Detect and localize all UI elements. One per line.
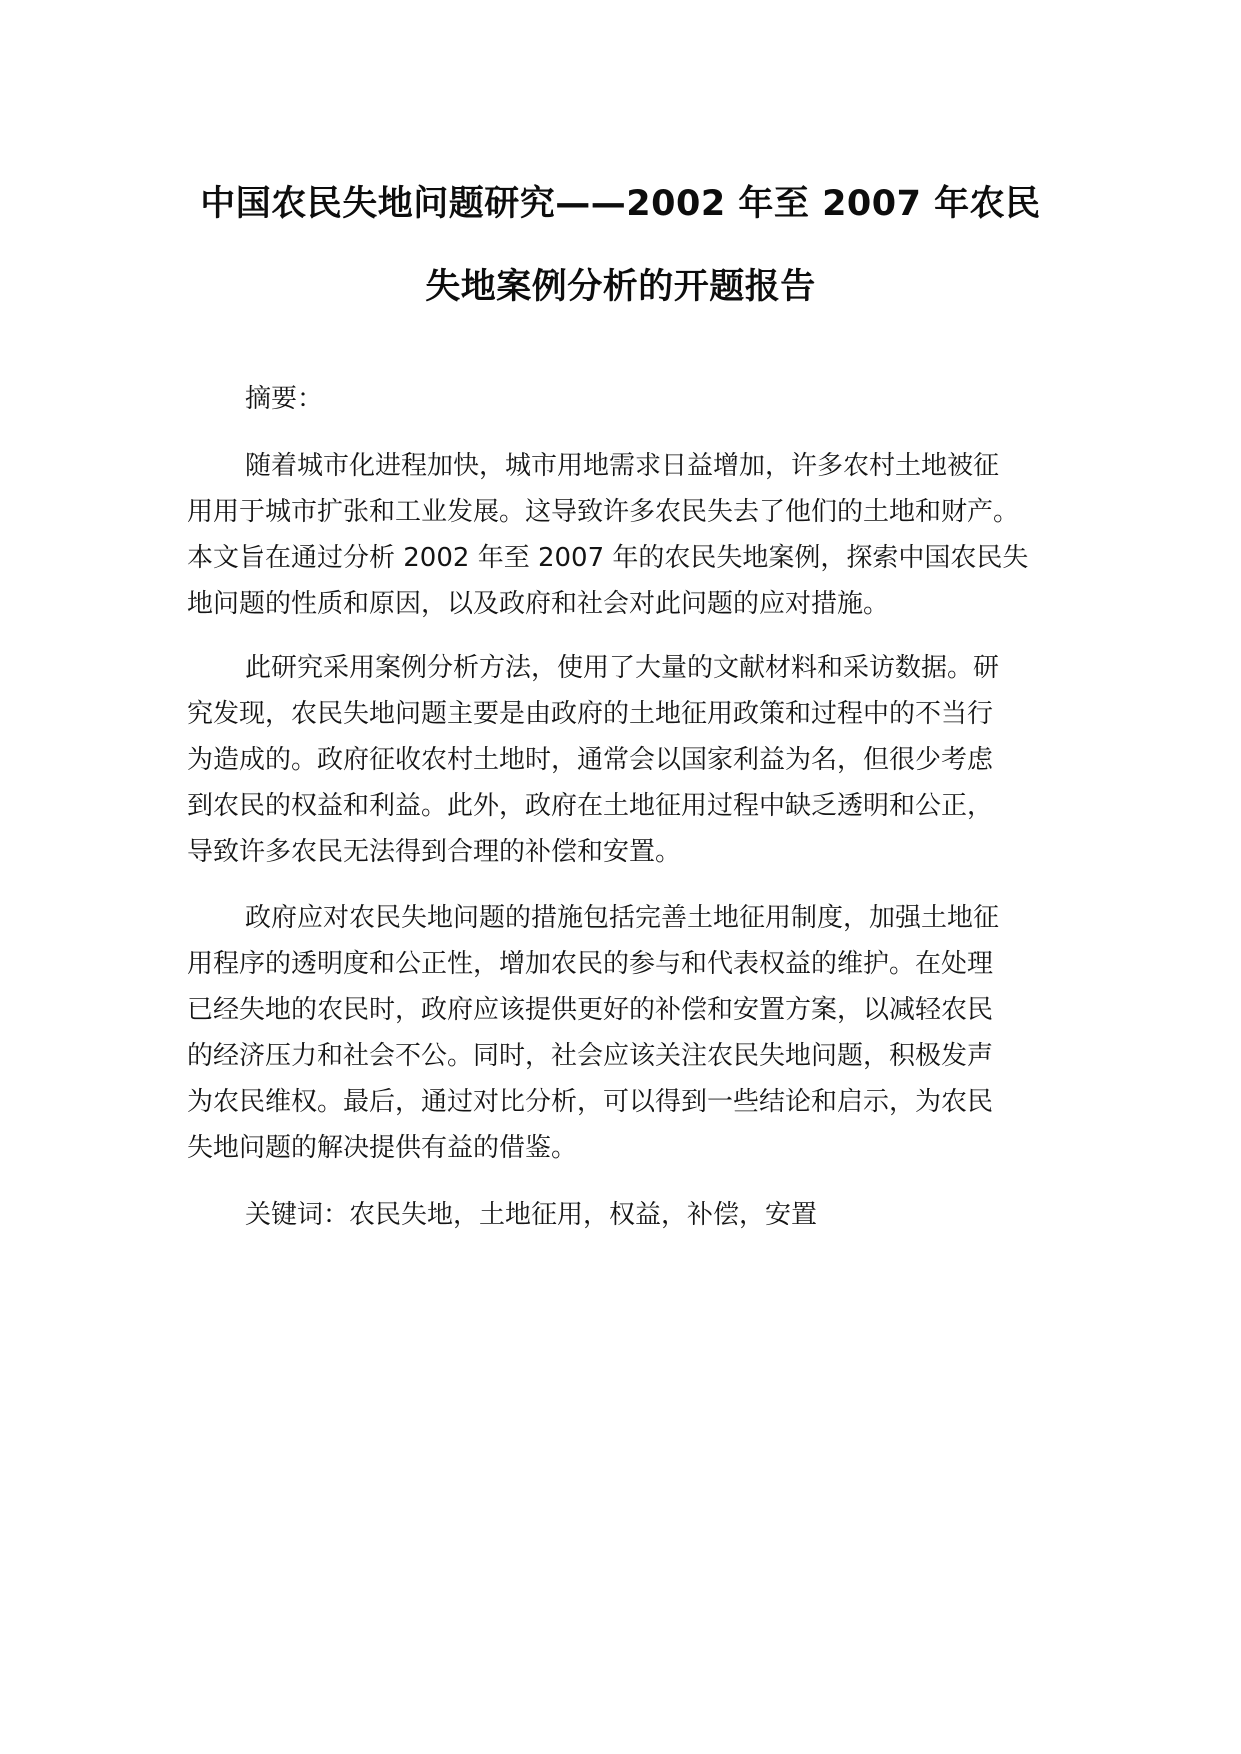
paragraph-line: 的经济压力和社会不公。同时，社会应该关注农民失地问题，积极发声 bbox=[187, 1041, 994, 1071]
abstract-heading-text: 摘要： bbox=[245, 384, 324, 414]
abstract-paragraph-1 bbox=[187, 443, 1067, 627]
keywords-section bbox=[187, 1192, 1067, 1238]
paragraph-line: 地问题的性质和原因，以及政府和社会对此问题的应对措施。 bbox=[187, 589, 890, 619]
paragraph-line: 究发现，农民失地问题主要是由政府的土地征用政策和过程中的不当行 bbox=[187, 699, 994, 729]
paragraph-line: 此研究采用案例分析方法，使用了大量的文献材料和采访数据。研 bbox=[245, 653, 1000, 683]
abstract-paragraph-3 bbox=[187, 895, 1067, 1171]
paragraph-line: 导致许多农民无法得到合理的补偿和安置。 bbox=[187, 837, 682, 867]
paragraph-line: 用用于城市扩张和工业发展。这导致许多农民失去了他们的土地和财产。 bbox=[187, 497, 1020, 527]
document-title-line-2: 失地案例分析的开题报告 bbox=[425, 267, 816, 307]
paragraph-line: 到农民的权益和利益。此外，政府在土地征用过程中缺乏透明和公正， bbox=[187, 791, 994, 821]
paragraph-line: 为农民维权。最后，通过对比分析，可以得到一些结论和启示，为农民 bbox=[187, 1087, 994, 1117]
paragraph-line: 用程序的透明度和公正性，增加农民的参与和代表权益的维护。在处理 bbox=[187, 949, 994, 979]
paragraph-line: 失地问题的解决提供有益的借鉴。 bbox=[187, 1133, 578, 1163]
document-title-line-1: 中国农民失地问题研究——2002 年至 2007 年农民 bbox=[200, 184, 1041, 224]
keywords-text: 关键词：农民失地，土地征用，权益，补偿，安置 bbox=[245, 1200, 818, 1230]
abstract-heading bbox=[187, 376, 1067, 422]
abstract-paragraph-2 bbox=[187, 645, 1067, 875]
paragraph-line: 为造成的。政府征收农村土地时，通常会以国家利益为名，但很少考虑 bbox=[187, 745, 994, 775]
paragraph-line: 本文旨在通过分析 2002 年至 2007 年的农民失地案例，探索中国农民失 bbox=[187, 543, 1029, 573]
paragraph-line: 随着城市化进程加快，城市用地需求日益增加，许多农村土地被征 bbox=[245, 451, 1000, 481]
paragraph-line: 已经失地的农民时，政府应该提供更好的补偿和安置方案，以减轻农民 bbox=[187, 995, 994, 1025]
paragraph-line: 政府应对农民失地问题的措施包括完善土地征用制度，加强土地征 bbox=[245, 903, 1000, 933]
